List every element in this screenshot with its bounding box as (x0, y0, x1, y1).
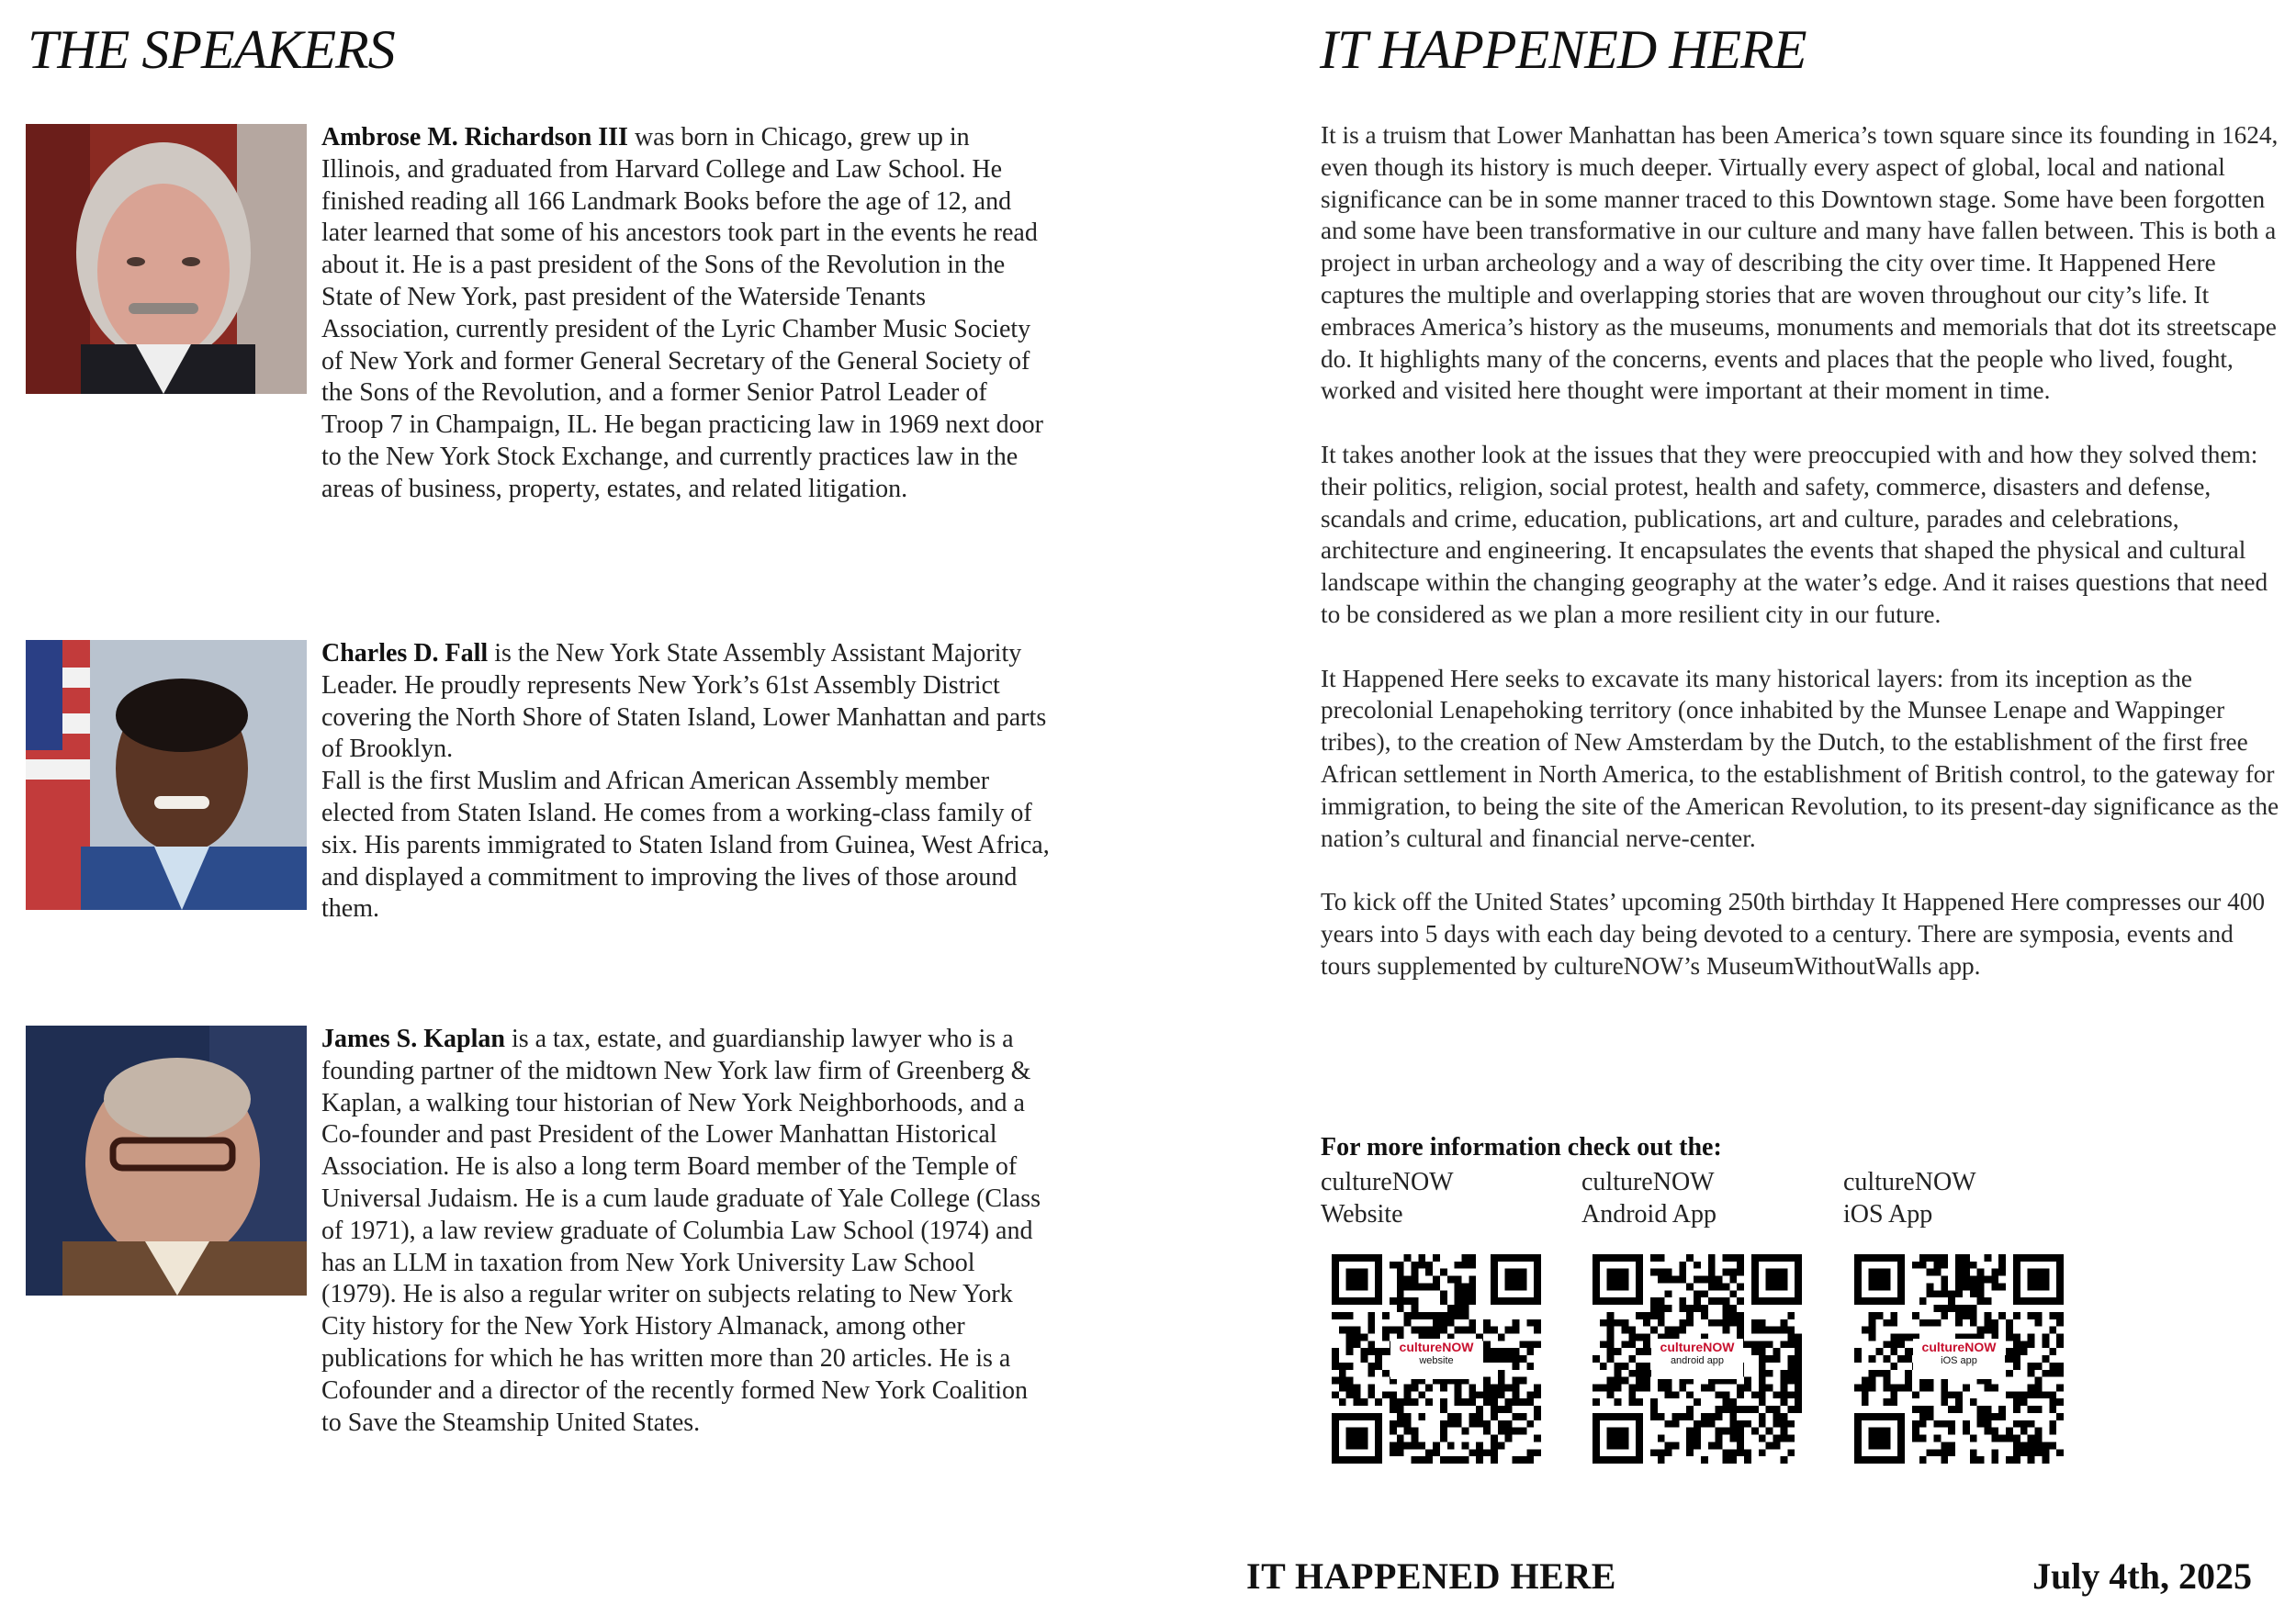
speaker-name: Charles D. Fall (321, 639, 489, 668)
speaker-bio-text: was born in Chicago, grew up in Illinois, and graduated from Harvard College and Law School. He finished reading all 166 Landmark Books before the age of 12, and later learned that some of his ancestors took part in the events he read about it. He is a past president of the Sons of the Revolution in the State of New York, past president of the Waterside Tenants Association, currently president of the Lyric Chamber Music Society of New York and former General Secretary of the General Society of the Sons of the Revolution, and a former Senior Patrol Leader of Troop 7 in Champaign, IL. He began practicing law in 1969 next door to the New York Stock Exchange, and currently practices law in the areas of business, property, estates, and related litigation. (321, 123, 1043, 503)
speaker-bio-richardson (321, 122, 1052, 506)
qr-badge-brand: cultureNOW (1921, 1340, 1997, 1354)
footer-date: July 4th, 2025 (2032, 1555, 2252, 1597)
qr-label-line2: iOS App (1843, 1200, 1933, 1229)
speaker-name: James S. Kaplan (321, 1025, 505, 1053)
qr-label-line2: Website (1321, 1200, 1403, 1229)
qr-code-icon[interactable] (1332, 1254, 1541, 1464)
qr-badge-sub: android app (1670, 1355, 1725, 1366)
speaker-bio-text-2: Fall is the first Muslim and African American Assembly member elected from Staten Island. He comes from a working-class family of six. His parents immigrated to Staten Island from Guinea, West Africa, and displayed a commitment to improving the lives of those around them. (321, 767, 1050, 924)
it-happened-here-heading: IT HAPPENED HERE (1320, 19, 1806, 80)
speaker-bio-text: is the New York State Assembly Assistant Majority Leader. He proudly represents New York’s 61st Assembly District covering the North Shore of Staten Island, Lower Manhattan and parts of Brooklyn. (321, 639, 1047, 764)
qr-android-app[interactable] (1581, 1166, 1820, 1464)
essay-paragraph: It takes another look at the issues that they were preoccupied with and how they solved them: their politics, religion, social protest, health and safety, commerce, disasters and defense, scandals and crime, education, publications, art and culture, parades and celebrations, architecture and engineering. It encapsulates the events that shaped the physical and cultural landscape within the changing geography at the water’s edge. And it raises questions that need to be considered as we plan a more resilient city in our future. (1321, 440, 2268, 628)
qr-website[interactable] (1321, 1166, 1559, 1464)
speaker-bio-fall (321, 638, 1052, 926)
speakers-heading: THE SPEAKERS (28, 19, 395, 80)
qr-label-line2: Android App (1581, 1200, 1716, 1229)
qr-code-icon[interactable] (1593, 1254, 1802, 1464)
qr-badge-sub: iOS app (1941, 1355, 1977, 1366)
qr-label-line1: cultureNOW (1843, 1168, 1976, 1196)
qr-code-icon[interactable] (1854, 1254, 2064, 1464)
speaker-photo-fall (26, 640, 307, 910)
speaker-photo-richardson (26, 124, 307, 394)
speaker-photo-kaplan (26, 1026, 307, 1296)
qr-badge-brand: cultureNOW (1660, 1340, 1735, 1354)
qr-badge (1913, 1339, 2005, 1379)
essay-paragraph: To kick off the United States’ upcoming 250th birthday It Happened Here compresses our 400 years into 5 days with each day being devoted to a century. There are symposia, events and tours supplemented by cultureNOW’s MuseumWithoutWalls app. (1321, 888, 2266, 980)
qr-badge (1651, 1339, 1743, 1379)
essay-paragraph: It Happened Here seeks to excavate its many historical layers: from its inception as the precolonial Lenapehoking territory (once inhabited by the Munsee Lenape and Wappinger tribes), to the creation of New Amsterdam by the Dutch, to the establishment of the first free African settlement in North America, to the establishment of British control, to the gateway for immigration, to being the site of the American Revolution, to its present-day significance as the nation’s cultural and financial nerve-center. (1321, 664, 2279, 852)
info-title: For more information check out the: (1321, 1133, 1722, 1162)
qr-label-line1: cultureNOW (1581, 1168, 1715, 1196)
speaker-bio-text: is a tax, estate, and guardianship lawyer who is a founding partner of the midtown New York law firm of Greenberg & Kaplan, a walking tour historian of New York Neighborhoods, and a Co-founder and past President of the Lower Manhattan Historical Association. He is also a long term Board member of the Temple of Universal Judaism. He is a cum laude graduate of Yale College (Class of 1971), a law review graduate of Columbia Law School (1974) and has an LLM in taxation from New York University Law School (1979). He is also a regular writer on subjects relating to New York City history for the New York History Almanack, among other publications for which he has written more than 20 articles. He is a Cofounder and a director of the recently formed New York Coalition to Save the Steamship United States. (321, 1025, 1041, 1437)
speaker-bio-kaplan (321, 1024, 1052, 1439)
qr-ios-app[interactable] (1843, 1166, 2082, 1464)
qr-badge-sub: website (1419, 1355, 1454, 1366)
essay-body (1321, 119, 2285, 1014)
essay-paragraph: It is a truism that Lower Manhattan has been America’s town square since its founding in 1624, even though its history is much deeper. Virtually every aspect of global, local and national significance can be in some manner traced to this Downtown stage. Some have been forgotten and some have been transformative in our culture and many have fallen between. This is both a project in urban archeology and a way of describing the city over time. It Happened Here captures the multiple and overlapping stories that are woven throughout our city’s life. It embraces America’s history as the museums, monuments and memorials that dot its streetscape do. It highlights many of the concerns, events and places that the people who lived, fought, worked and visited here thought were important at their moment in time. (1321, 121, 2279, 405)
qr-badge-brand: cultureNOW (1399, 1340, 1474, 1354)
qr-label-line1: cultureNOW (1321, 1168, 1454, 1196)
footer-title: IT HAPPENED HERE (1246, 1555, 1616, 1597)
speaker-name: Ambrose M. Richardson III (321, 123, 628, 152)
qr-badge (1390, 1339, 1482, 1379)
